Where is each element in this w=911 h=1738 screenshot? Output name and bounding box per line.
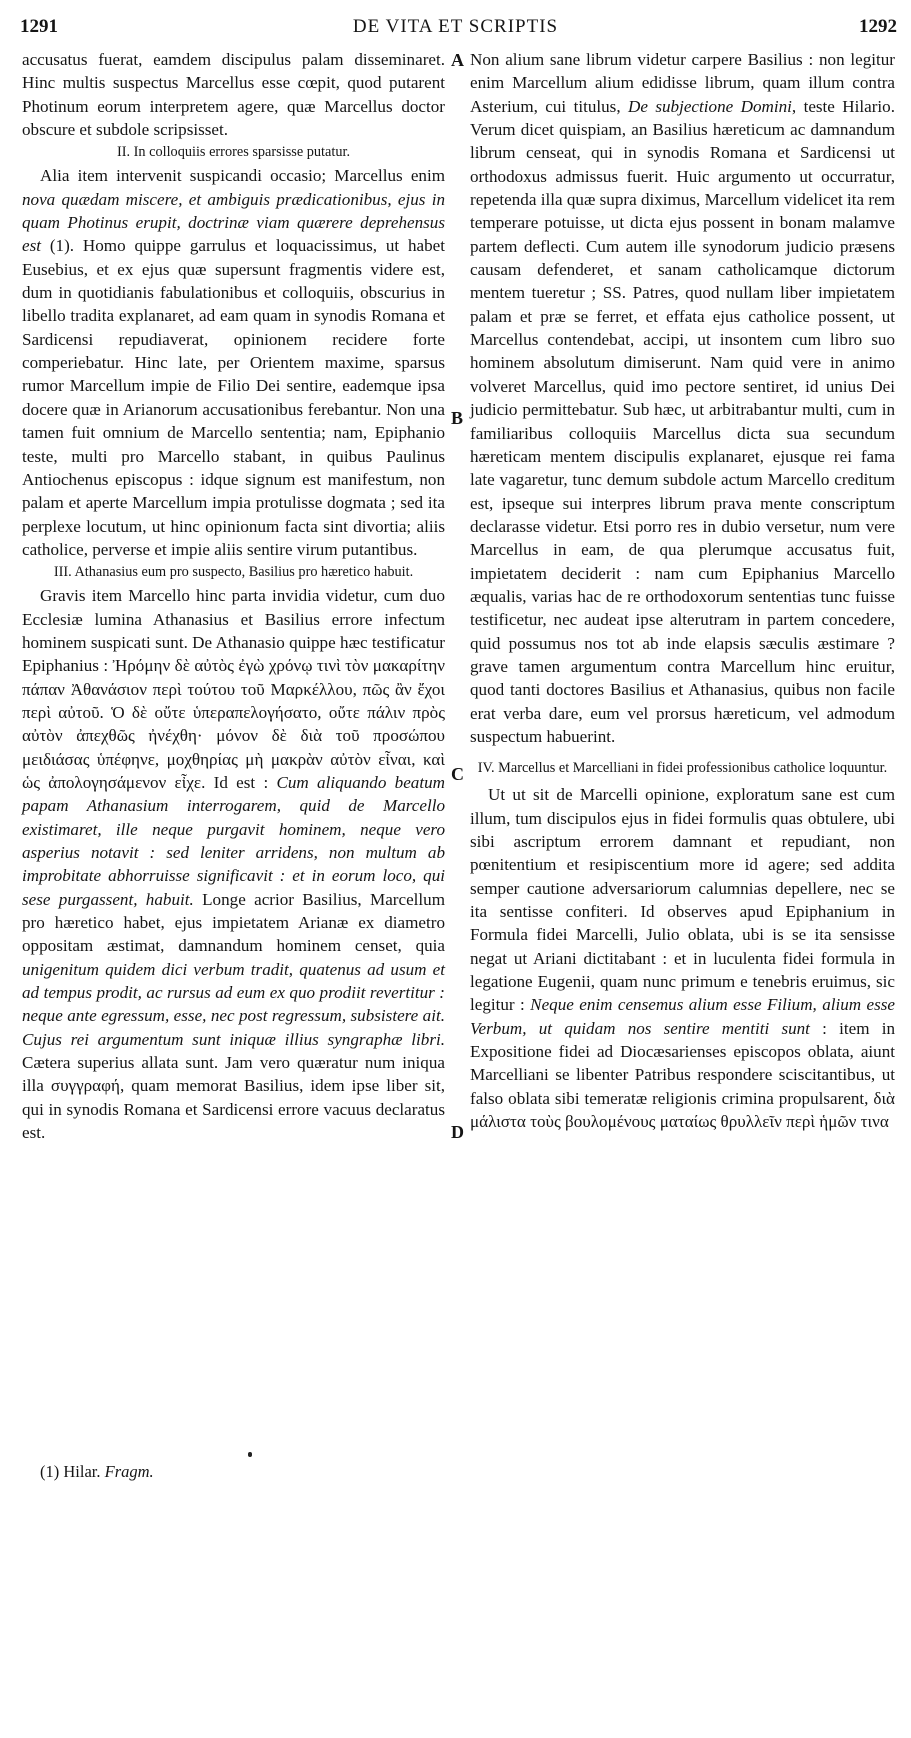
footnote-text: Hilar. — [59, 1462, 105, 1481]
paragraph — [22, 584, 445, 1144]
paragraph — [470, 48, 895, 748]
italic-title: De subjectione Domini — [628, 96, 792, 116]
running-title: DE VITA ET SCRIPTIS — [352, 16, 559, 37]
footnote-reference: Fragm. — [104, 1462, 154, 1481]
text-run: Gravis item Marcello hinc parta invidia videtur, cum duo Ecclesiæ lumina Athanasius et Basilius errore infectum hominem suspicati sunt. De Athanasio quippe hæc testificatur Epiphanius : Ἠρόμην δὲ αὐτὸς ἐγὼ χρόνῳ τινὶ τὸν μακαρίτην πάπαν Ἀθανάσιον περὶ τούτου τοῦ Μαρκέλλου, πῶς ἂν ἔχοι περὶ αὐτοῦ. Ὁ δὲ οὔτε ὑπεραπελογήσατο, οὔτε πάλιν πρὸς αὐτὸν ἀπεχθῶς ἠνέχθη· μόνον δὲ διὰ τοῦ προσώπου μειδιάσας ὑπέφηνε, μοχθηρίας μὴ μακρὰν αὐτὸν εἶναι, καὶ ὡς ἀπολογησάμενον εἶχε. Id est : — [22, 586, 445, 792]
section-heading: III. Athanasius eum pro suspecto, Basilius pro hæretico habuit. — [53, 564, 414, 581]
right-column — [470, 48, 895, 1738]
italic-quote: Cum aliquando beatum papam Athanasium interrogarem, quid de Marcello existimaret, ille neque purgavit hominem, neque vero asperius notavit : sed leniter arridens, non multum ab improbitate abhorruisse significavit : et in eorum loco, qui sese purgassent, habuit. — [22, 772, 445, 909]
text-run: : item in Expositione fidei ad Diocæsarienses episcopos oblata, aiunt Marcelliani se libenter Patribus respondere sciscitantibus, ut falso oblata sibi temeratæ religionis crimina propulsarent, διὰ μάλιστα τοὺς βουλομένους ματαίως θρυλλεῖν περὶ ἡμῶν τινα — [470, 1018, 895, 1132]
text-run: Longe acrior Basilius, Marcellum pro hæretico habet, ejus impietatem Arianæ ex diametro oppositam æstimat, damnandum hominem censet, quia — [22, 889, 445, 956]
paragraph — [470, 783, 895, 1133]
margin-marker-c: C — [451, 764, 464, 784]
footnote-number: (1) — [40, 1462, 60, 1481]
paragraph: accusatus fuerat, eamdem discipulus palam disseminaret. Hinc multis suspectus Marcellus esse cœpit, quod putarent Photinum eorum interpretem agere, quæ Marcellus doctor obscure et subdole scripsisset. — [22, 50, 445, 140]
text-run: (1). Homo quippe garrulus et loquacissimus, ut habet Eusebius, et ex ejus quæ supersunt fragmentis videre est, dum in quotidianis fabulationibus et colloquiis, obscurius in libello tradita explanaret, ad eam quam in synodis Romana et Sardicensi repudiaverat, opinionem recidere forte comperiebatur. Hinc late, per Orientem maxime, sparsus rumor Marcellum impie de Filio Dei sentire, eademque ipsa docere quæ in Arianorum accusationibus ferebantur. Non una tamen fuit omnium de Marcello sententia; nam, Epiphanio teste, multi pro Marcello stabant, in quibus Paulinus Antiochenus episcopus : idque signum est manifestum, non palam et aperte Marcellum impia protulisse dogmata ; sed ita perplexe locutum, ut hinc opinionum facta sint divortia; aliis catholice, perverse et impie aliis sentire virum putantibus. — [22, 236, 445, 559]
margin-marker-b: B — [451, 408, 464, 428]
running-header — [0, 12, 911, 42]
text-run: Cætera superius allata sunt. Jam vero quæratur num iniqua illa συγγραφή, quam memorat Basilius, idem ipse liber sit, qui in synodis Romana et Sardicensi errore vacuus declaratus est. — [22, 1053, 445, 1143]
left-column — [22, 48, 445, 1738]
italic-quote: nova quædam miscere, et ambiguis prædicationibus, ejus in quam Photinus erupit, doctrinæ viam quærere deprehensus est — [22, 189, 445, 256]
text-run: Alia item intervenit suspicandi occasio; Marcellus enim — [40, 166, 445, 186]
footnote — [40, 1462, 154, 1482]
text-run: Non alium sane librum videtur carpere Basilius : non legitur enim Marcellum alium edidisse librum, quam illum contra Asterium, cui titulus, — [470, 50, 895, 116]
page-number-right: 1292 — [859, 16, 897, 37]
margin-marker-a: A — [451, 50, 464, 70]
italic-quote: unigenitum quidem dici verbum tradit, quatenus ad usum et ad tempus prodit, ac rursus ad eum ex quo prodiit revertitur : neque ante egressum, esse, nec post regressum, subsistere ait. Cujus rei argumentum sunt iniquæ illius syngraphæ libri. — [22, 959, 445, 1049]
text-run: Ut ut sit de Marcelli opinione, exploratum sane est cum illum, tum discipulos ejus in fidei formulis quas obtulere, ubi sibi ascriptum errorem damnant et repudiant, non pœnitentium et resipiscentium more id agere; sed addita semper cautione adversariorum calumnias depellere, nec se ita sentisse confiteri. Id observes apud Epiphanium in Formula fidei Marcelli, Julio oblata, ubi is se ita sensisse negat ut Ariani dictitabant : et in luculenta fidei formula in legatione Eugenii, quam nunc primum e tenebris eruimus, sic legitur : — [470, 785, 895, 1015]
paragraph — [22, 164, 445, 561]
page-number-left: 1291 — [20, 16, 58, 37]
section-heading: IV. Marcellus et Marcelliani in fidei professionibus catholice loquuntur. — [477, 760, 888, 777]
section-heading: II. In colloquiis errores sparsisse putatur. — [116, 144, 351, 161]
footnote-separator-dot — [248, 1452, 252, 1457]
text-run: , teste Hilario. Verum dicet quispiam, an Basilius hæreticum ac damnandum librum censeat, qui in synodis Romana et Sardicensi ut orthodoxus admissus fuerit. Huic argumento ut occurratur, repetenda illa quæ supra diximus, Marcellum videlicet ita rem temperare potuisse, ut dicta ejus possent in bonam malamve partem deflecti. Cum autem ille synodorum judicio præsens causam defenderet, et sanam catholicamque dictorum mentem tueretur ; SS. Patres, quod nullam liber impietatem palam et præ se ferret, et effata ejus catholice possent, ut Marcellus contendebat, accipi, ut insontem cum libro suo hominem absolutum dimiserunt. Nam quid vere in animo volveret Marcellus, quid imo pectore sentiret, id unius Dei judicio permittebatur. Sub hæc, ut arbitrabantur multi, cum in familiaribus colloquiis Marcellus dicta sua secundum hæreticam mentem discipulis explanaret, ejusque rei fama late vagaretur, tunc demum subdole actum Marcello creditum est, ipseque sui interpres librum prava mente conscriptum declarasse videtur. Etsi porro res in dubio versetur, num vere Marcellus in eam, de qua plerumque accusatus fuit, impietatem deciderit : nam cum Epiphanius Marcello æqualis, varias hac de re orthodoxorum sententias tunc fuisse testificetur, nec audeat ipse alterutram in partem concedere, quid possumus nos tot ab inde elapsis sæculis æstimare ? grave tamen argumentum contra Marcellum hinc eruitur, quod tanti doctores Basilius et Athanasius, quibus non facile erat verba dare, eum vel prorsus hæreticum, vel admodum suspectum habuerint. — [470, 96, 895, 746]
italic-quote: Neque enim censemus alium esse Filium, alium esse Verbum, ut quidam nos sentire mentiti sunt — [470, 995, 896, 1038]
margin-marker-d: D — [451, 1122, 464, 1142]
